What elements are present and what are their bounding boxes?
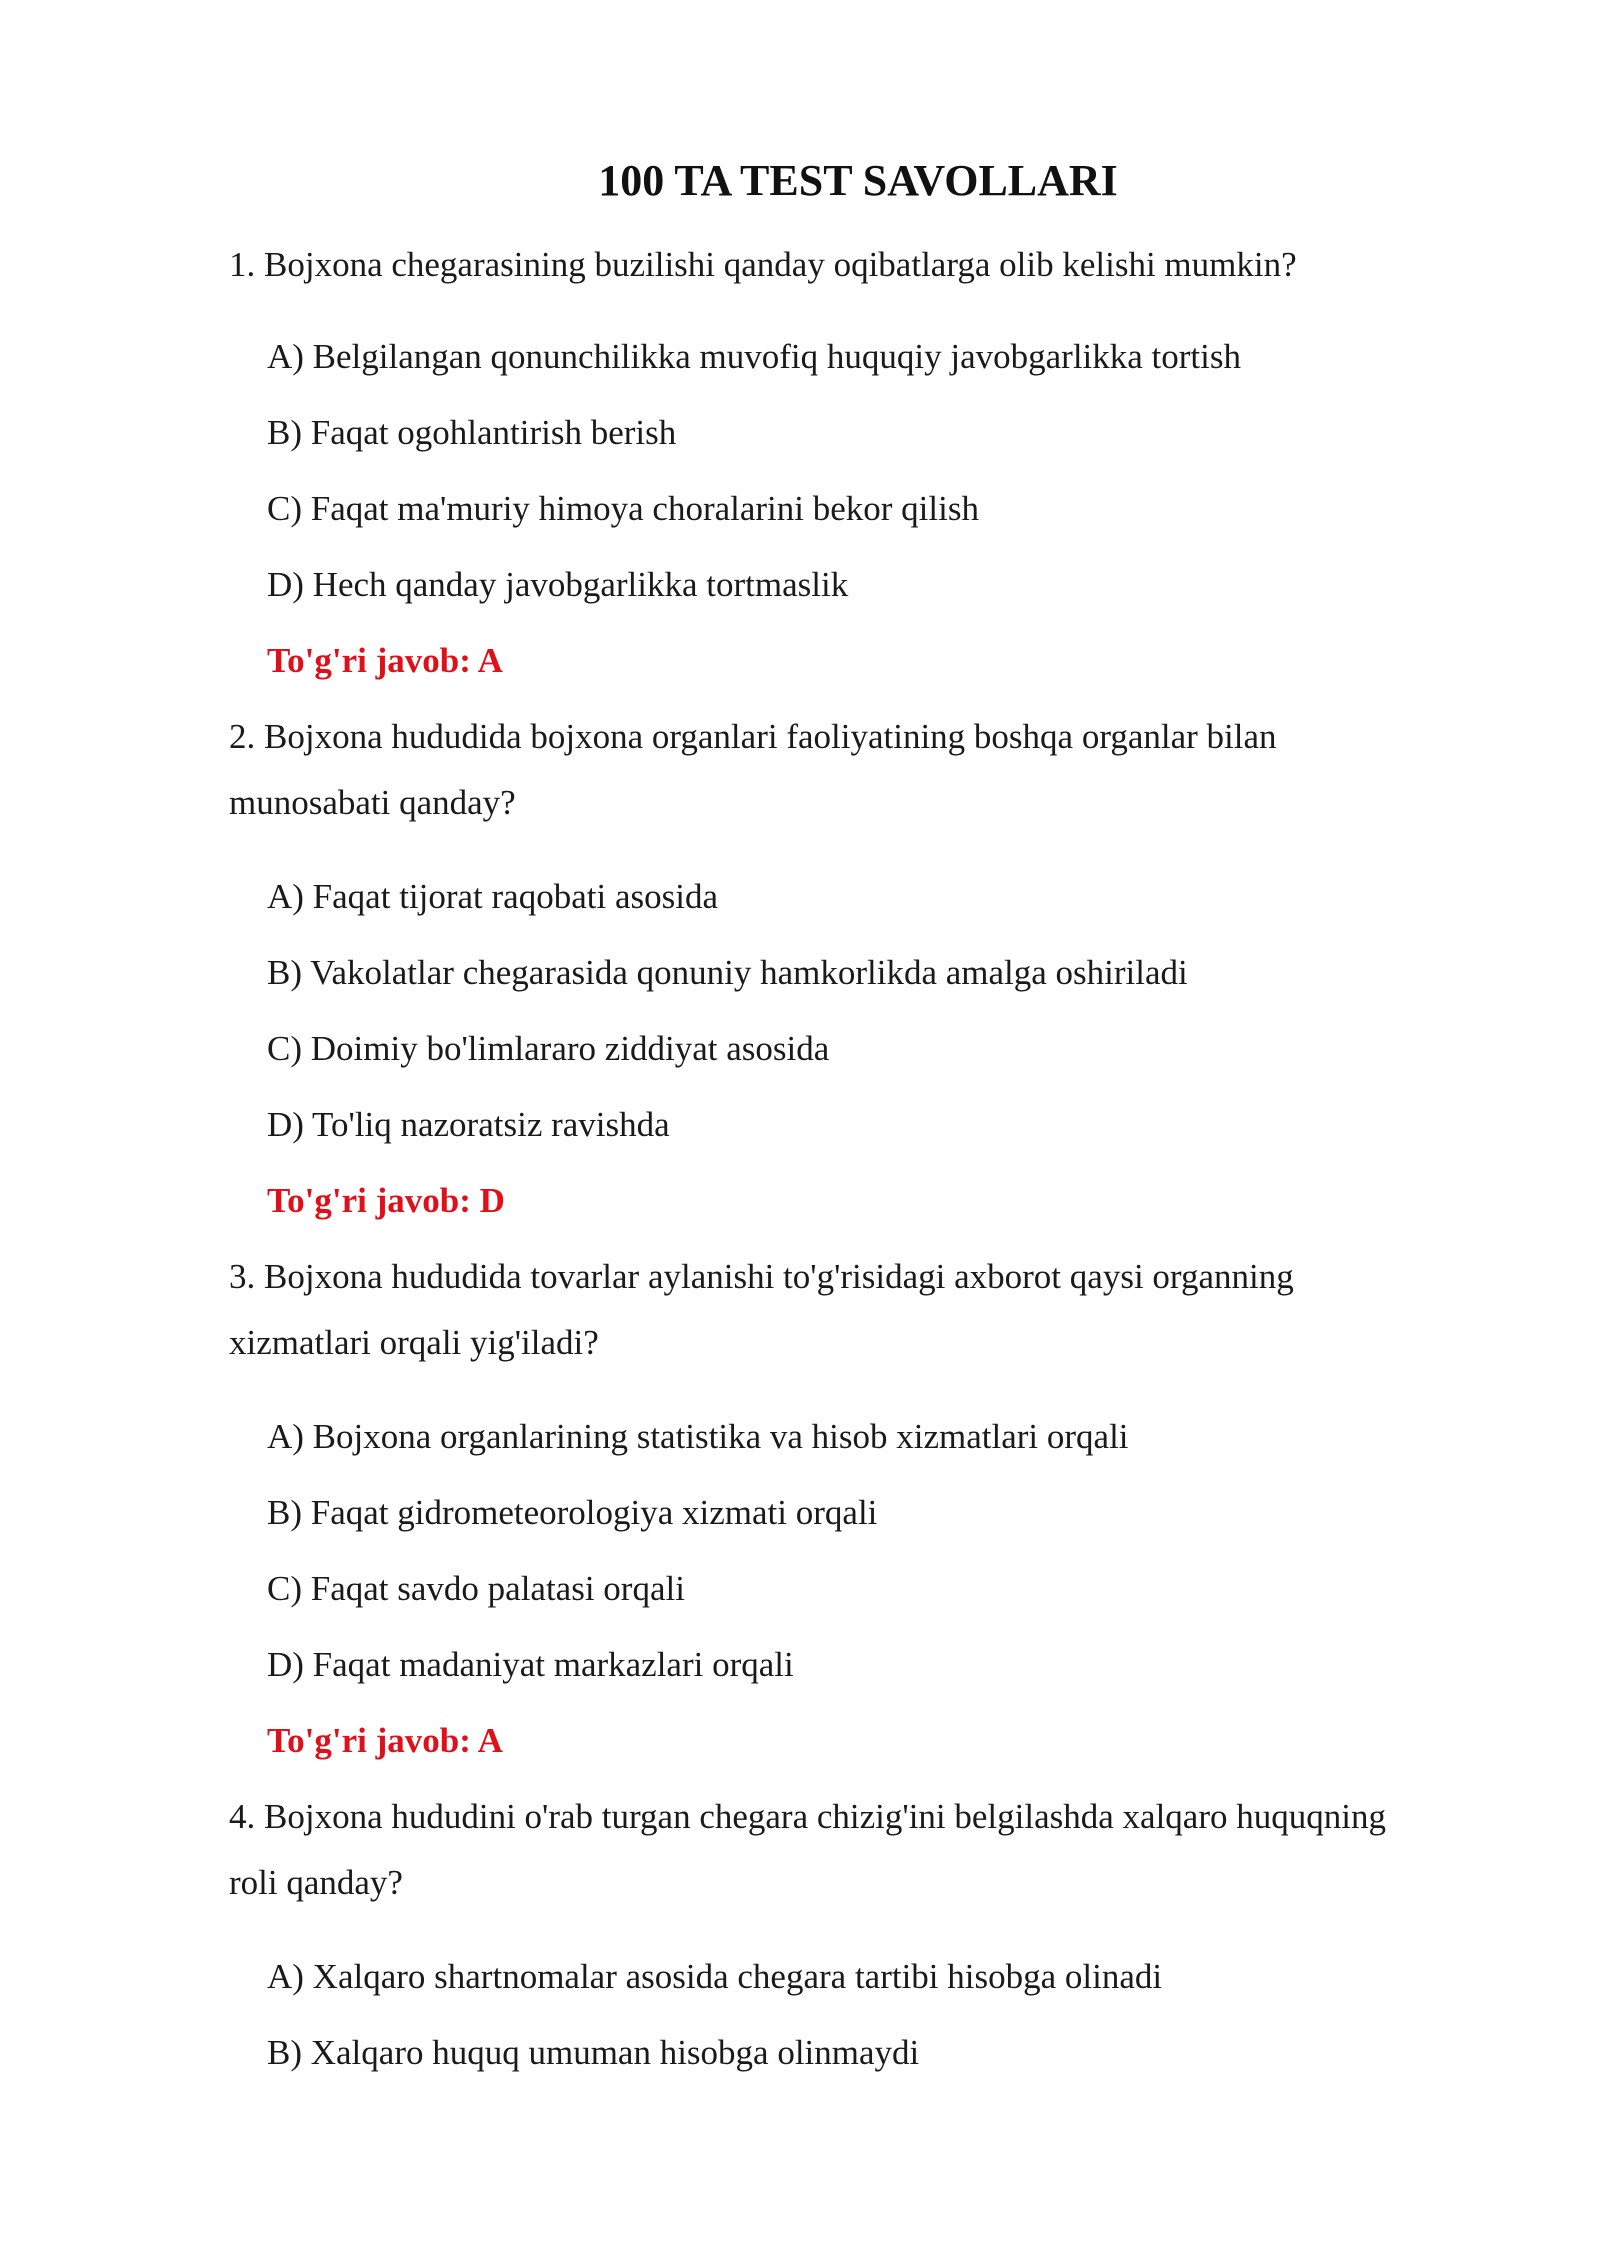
- question-3-text-line-2: xizmatlari orqali yig'iladi?: [229, 1323, 599, 1362]
- question-1-option-d: D) Hech qanday javobgarlikka tortmaslik: [267, 565, 849, 604]
- question-2-text-line-1: 2. Bojxona hududida bojxona organlari faoliyatining boshqa organlar bilan: [229, 717, 1277, 756]
- question-2-option-d: D) To'liq nazoratsiz ravishda: [267, 1105, 670, 1144]
- question-2-answer: To'g'ri javob: D: [267, 1181, 505, 1220]
- question-1-option-a: A) Belgilangan qonunchilikka muvofiq huquqiy javobgarlikka tortish: [267, 337, 1242, 376]
- question-1-option-b: B) Faqat ogohlantirish berish: [267, 413, 677, 452]
- question-1-answer: To'g'ri javob: A: [267, 641, 503, 680]
- question-3-option-a: A) Bojxona organlarining statistika va hisob xizmatlari orqali: [267, 1417, 1129, 1456]
- question-4-option-a: A) Xalqaro shartnomalar asosida chegara tartibi hisobga olinadi: [267, 1957, 1163, 1996]
- question-3-text-line-1: 3. Bojxona hududida tovarlar aylanishi to'g'risidagi axborot qaysi organning: [229, 1257, 1294, 1296]
- question-3-option-c: C) Faqat savdo palatasi orqali: [267, 1569, 685, 1608]
- question-1-text: 1. Bojxona chegarasining buzilishi qanday oqibatlarga olib kelishi mumkin?: [229, 245, 1297, 284]
- question-3-option-d: D) Faqat madaniyat markazlari orqali: [267, 1645, 794, 1684]
- question-4-text-line-1: 4. Bojxona hududini o'rab turgan chegara chizig'ini belgilashda xalqaro huquqning: [229, 1797, 1386, 1836]
- question-4-option-b: B) Xalqaro huquq umuman hisobga olinmaydi: [267, 2033, 920, 2072]
- question-2-option-c: C) Doimiy bo'limlararo ziddiyat asosida: [267, 1029, 830, 1068]
- question-3-answer: To'g'ri javob: A: [267, 1721, 503, 1760]
- question-2-text-line-2: munosabati qanday?: [229, 783, 516, 822]
- question-2-option-b: B) Vakolatlar chegarasida qonuniy hamkorlikda amalga oshiriladi: [267, 953, 1188, 992]
- question-1-option-c: C) Faqat ma'muriy himoya choralarini bekor qilish: [267, 489, 979, 528]
- question-4-text-line-2: roli qanday?: [229, 1863, 403, 1902]
- question-3-option-b: B) Faqat gidrometeorologiya xizmati orqali: [267, 1493, 878, 1532]
- question-2-option-a: A) Faqat tijorat raqobati asosida: [267, 877, 718, 916]
- page-title: 100 TA TEST SAVOLLARI: [598, 156, 1118, 205]
